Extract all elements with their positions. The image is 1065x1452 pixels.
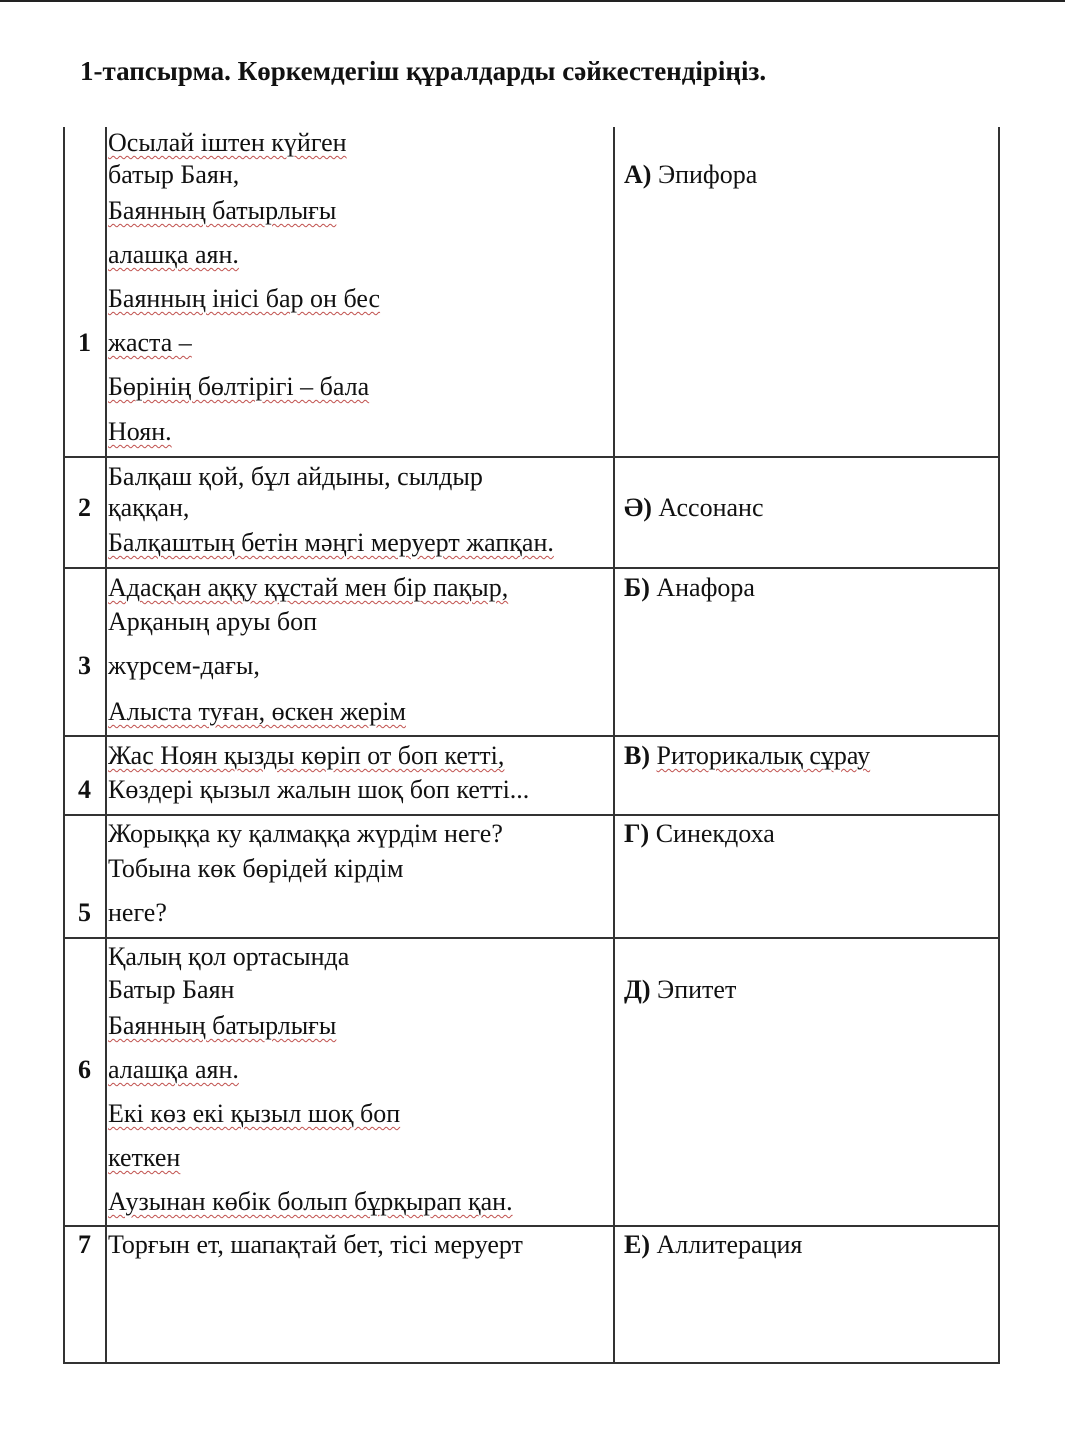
poem-line: Адасқан аққу құстай мен бір пақыр,: [108, 573, 509, 602]
poem-line: Алыста туған, өскен жерім: [108, 697, 406, 726]
row-number: 6: [78, 1055, 91, 1084]
row-border: [63, 456, 1000, 458]
row-border: [63, 1362, 1000, 1364]
row-number: 5: [78, 898, 91, 927]
poem-line: Баянның батырлығы: [108, 196, 337, 225]
poem-line: алашқа аян.: [108, 240, 239, 269]
answer-text: Эпифора: [657, 160, 758, 189]
answer-letter: Г): [624, 819, 650, 848]
poem-line: Аузынан көбік болып бұрқырап қан.: [108, 1187, 513, 1216]
table-divider-number: [105, 127, 107, 1364]
answer-option: [624, 975, 736, 1005]
answer-option: [624, 819, 775, 849]
page-top-edge: [0, 0, 1065, 2]
row-number: 2: [78, 493, 91, 522]
answer-option: [624, 573, 755, 603]
poem-line: батыр Баян,: [108, 160, 240, 189]
row-border: [63, 735, 1000, 737]
poem-line: Қалың қол ортасында: [108, 942, 350, 971]
answer-text: Аллитерация: [656, 1230, 803, 1259]
poem-line: қаққан,: [108, 493, 190, 522]
poem-line: Арқаның аруы боп: [108, 607, 318, 636]
poem-line: жаста –: [108, 328, 192, 357]
poem-line: жүрсем-дағы,: [108, 651, 260, 680]
poem-line: Баянның інісі бар он бес: [108, 284, 381, 313]
poem-line: неге?: [108, 898, 167, 927]
poem-line: Жас Ноян қызды көріп от боп кетті,: [108, 741, 505, 770]
answer-letter: В): [624, 741, 650, 770]
answer-text: Анафора: [656, 573, 755, 602]
poem-line: кеткен: [108, 1143, 181, 1172]
answer-text: Синекдоха: [655, 819, 775, 848]
answer-text: Ассонанс: [658, 493, 764, 522]
poem-line: Тобына көк бөрідей кірдім: [108, 854, 404, 883]
row-border: [63, 1225, 1000, 1227]
poem-line: Екі көз екі қызыл шоқ боп: [108, 1099, 401, 1128]
poem-line: Ноян.: [108, 417, 172, 446]
row-number: 4: [78, 775, 91, 804]
answer-letter: А): [624, 160, 652, 189]
poem-line: Осылай іштен күйген: [108, 128, 347, 157]
poem-line: Бөрінің бөлтірігі – бала: [108, 372, 370, 401]
poem-line: Жорыққа ку қалмаққа жүрдім неге?: [108, 819, 503, 848]
answer-text: Эпитет: [657, 975, 737, 1004]
answer-letter: Д): [624, 975, 651, 1004]
poem-line: Торғын ет, шапақтай бет, тісі меруерт: [108, 1230, 523, 1259]
answer-letter: Е): [624, 1230, 650, 1259]
answer-letter: Б): [624, 573, 650, 602]
row-number: 3: [78, 651, 91, 680]
answer-letter: Ә): [624, 493, 652, 522]
poem-line: Көздері қызыл жалын шоқ боп кетті...: [108, 775, 530, 804]
answer-text: Риторикалық сұрау: [656, 741, 871, 770]
poem-line: Баянның батырлығы: [108, 1011, 337, 1040]
answer-option: [624, 741, 870, 771]
table-border-right: [998, 127, 1000, 1364]
table-divider-answer: [613, 127, 615, 1364]
answer-option: [624, 493, 764, 523]
row-number: 7: [78, 1230, 91, 1259]
row-number: 1: [78, 328, 91, 357]
task-title: 1-тапсырма. Көркемдегіш құралдарды сәйкестендіріңіз.: [80, 56, 767, 86]
answer-option: [624, 1230, 802, 1260]
table-border-left: [63, 127, 65, 1364]
row-border: [63, 567, 1000, 569]
poem-line: Батыр Баян: [108, 975, 235, 1004]
row-border: [63, 814, 1000, 816]
row-border: [63, 937, 1000, 939]
poem-line: Балқаш қой, бұл айдыны, сылдыр: [108, 462, 483, 491]
answer-option: [624, 160, 757, 190]
poem-line: Балқаштың бетін мәңгі меруерт жапқан.: [108, 528, 554, 557]
poem-line: алашқа аян.: [108, 1055, 239, 1084]
